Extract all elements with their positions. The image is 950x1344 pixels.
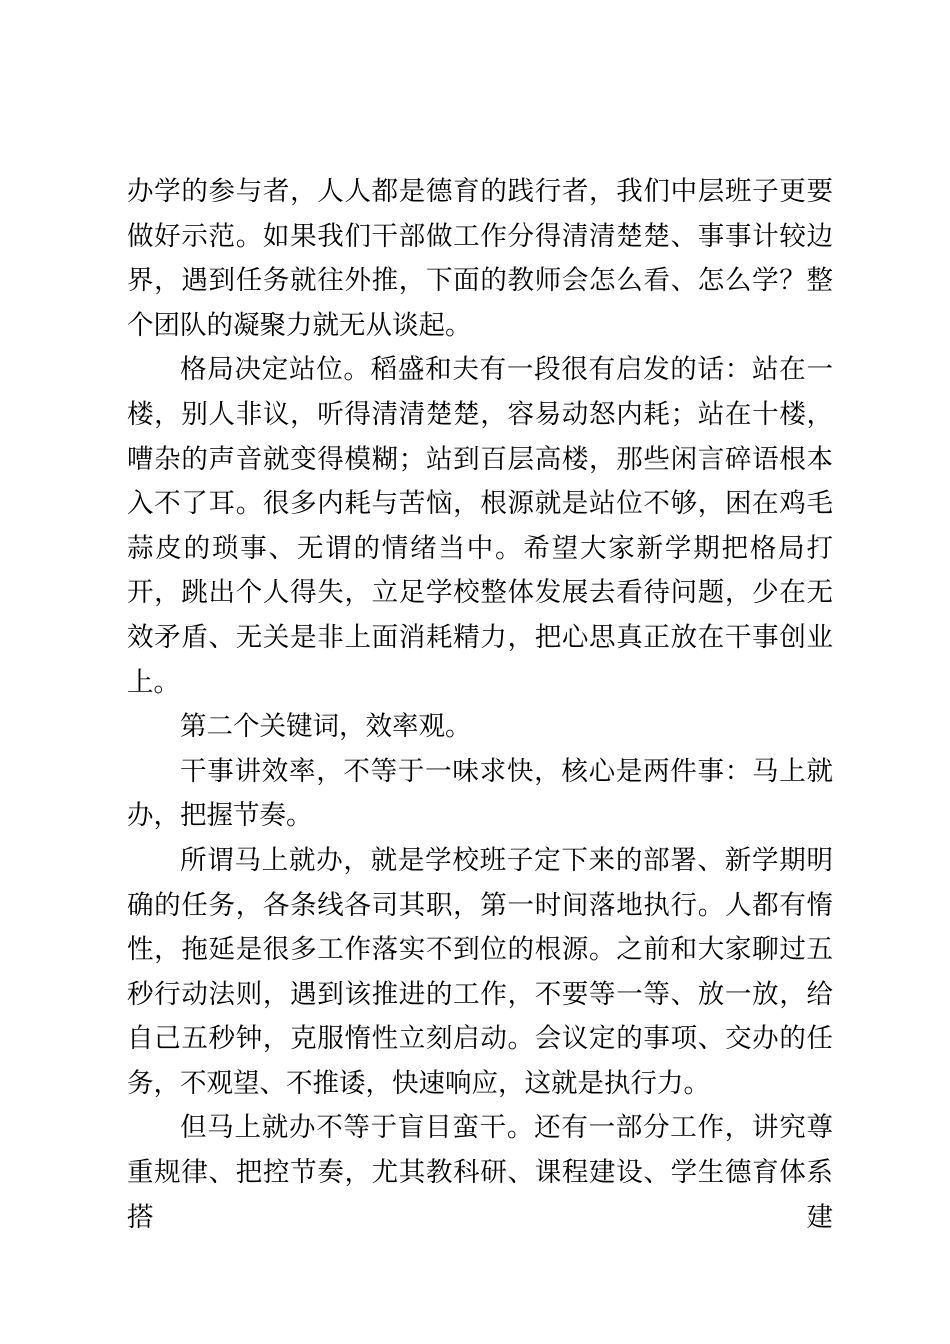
document-body — [127, 170, 833, 1240]
paragraph: 办学的参与者，人人都是德育的践行者，我们中层班子更要做好示范。如果我们干部做工作分得清清楚楚、事事计较边界，遇到任务就往外推，下面的教师会怎么看、怎么学？整个团队的凝聚力就无从谈起。 — [127, 176, 833, 341]
paragraph: 格局决定站位。稻盛和夫有一段很有启发的话：站在一楼，别人非议，听得清清楚楚，容易动怒内耗；站在十楼，嘈杂的声音就变得模糊；站到百层高楼，那些闲言碎语根本入不了耳。很多内耗与苦恼，根源就是站位不够，困在鸡毛蒜皮的琐事、无谓的情绪当中。希望大家新学期把格局打开，跳出个人得失，立足学校整体发展去看待问题，少在无效矛盾、无关是非上面消耗精力，把心思真正放在干事创业上。 — [127, 354, 833, 698]
paragraph: 干事讲效率，不等于一味求快，核心是两件事：马上就办，把握节奏。 — [127, 755, 833, 832]
paragraph: 所谓马上就办，就是学校班子定下来的部署、新学期明确的任务，各条线各司其职，第一时间落地执行。人都有惰性，拖延是很多工作落实不到位的根源。之前和大家聊过五秒行动法则，遇到该推进的工作，不要等一等、放一放，给自己五秒钟，克服惰性立刻启动。会议定的事项、交办的任务，不观望、不推诿，快速响应，这就是执行力。 — [127, 844, 833, 1099]
paragraph: 但马上就办不等于盲目蛮干。还有一部分工作，讲究尊重规律、把控节奏，尤其教科研、课程建设、学生德育体系搭建 — [127, 1112, 833, 1233]
paragraph: 第二个关键词，效率观。 — [180, 711, 472, 743]
